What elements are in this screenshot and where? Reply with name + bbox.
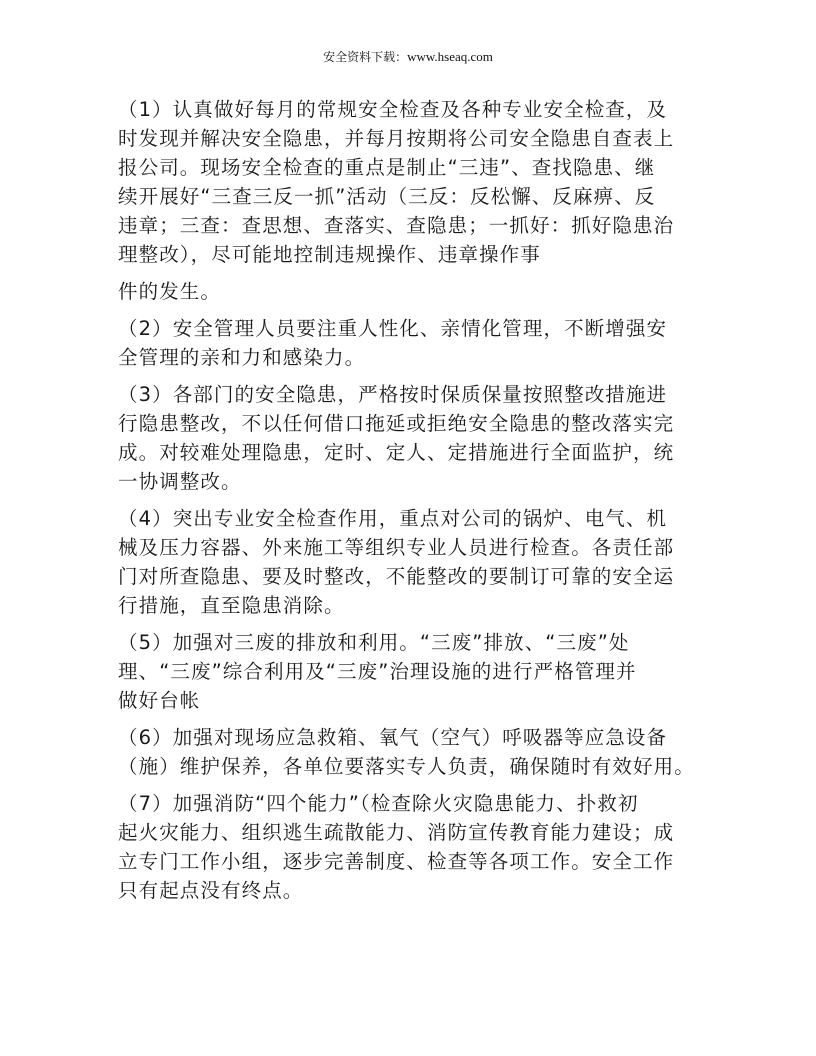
text-line: 续开展好“三查三反一抓”活动（三反：反松懈、反麻痹、反 (118, 185, 656, 208)
text-line: （3）各部门的安全隐患，严格按时保质保量按照整改措施进 (118, 383, 668, 406)
text-line: （4）突出专业安全检查作用，重点对公司的锅炉、电气、机 (118, 507, 668, 530)
document-body (118, 95, 718, 905)
paragraph-1-continued (118, 277, 718, 306)
text-line: 械及压力容器、外来施工等组织专业人员进行检查。各责任部 (118, 536, 675, 559)
text-line: 全管理的亲和力和感染力。 (118, 346, 366, 369)
paragraph-5 (118, 628, 718, 715)
paragraph-4 (118, 504, 718, 620)
text-line: （1）认真做好每月的常规安全检查及各种专业安全检查，及 (118, 98, 668, 121)
page-header (0, 49, 816, 65)
text-line: 报公司。现场安全检查的重点是制止“三违”、查找隐患、继 (118, 156, 656, 179)
paragraph-2 (118, 314, 718, 372)
text-line: 立专门工作小组，逐步完善制度、检查等各项工作。安全工作 (118, 850, 675, 873)
text-line: 门对所查隐患、要及时整改，不能整改的要制订可靠的安全运 (118, 565, 675, 588)
text-line: 行隐患整改，不以任何借口拖延或拒绝安全隐患的整改落实完 (118, 412, 675, 435)
paragraph-6 (118, 723, 718, 781)
text-line: （7）加强消防“四个能力”（检查除火灾隐患能力、扑救初 (118, 792, 639, 815)
header-site-link[interactable]: www.hseaq.com (407, 49, 493, 64)
text-line: 起火灾能力、组织逃生疏散能力、消防宣传教育能力建设；成 (118, 821, 675, 844)
text-line: （6）加强对现场应急救箱、氧气（空气）呼吸器等应急设备 (118, 726, 668, 749)
text-line: 做好台帐 (118, 689, 201, 712)
text-line: 时发现并解决安全隐患，并每月按期将公司安全隐患自查表上 (118, 127, 675, 150)
text-line: 只有起点没有终点。 (118, 879, 304, 902)
text-line: 行措施，直至隐患消除。 (118, 594, 345, 617)
paragraph-7 (118, 789, 718, 905)
text-line: 件的发生。 (118, 280, 222, 303)
text-line: 理整改），尽可能地控制违规操作、违章操作事 (118, 243, 541, 266)
text-line: （5）加强对三废的排放和利用。“三废”排放、“三废”处 (118, 631, 630, 654)
paragraph-1 (118, 95, 718, 269)
paragraph-3 (118, 380, 718, 496)
text-line: （施）维护保养，各单位要落实专人负责，确保随时有效好用。 (118, 755, 695, 778)
text-line: 成。对较难处理隐患，定时、定人、定措施进行全面监护，统 (118, 441, 675, 464)
text-line: 理、“三废”综合利用及“三废”治理设施的进行严格管理并 (118, 660, 637, 683)
header-label: 安全资料下载： (323, 50, 408, 64)
text-line: 违章；三查：查思想、查落实、查隐患；一抓好：抓好隐患治 (118, 214, 675, 237)
text-line: （2）安全管理人员要注重人性化、亲情化管理，不断增强安 (118, 317, 668, 340)
text-line: 一协调整改。 (118, 470, 242, 493)
